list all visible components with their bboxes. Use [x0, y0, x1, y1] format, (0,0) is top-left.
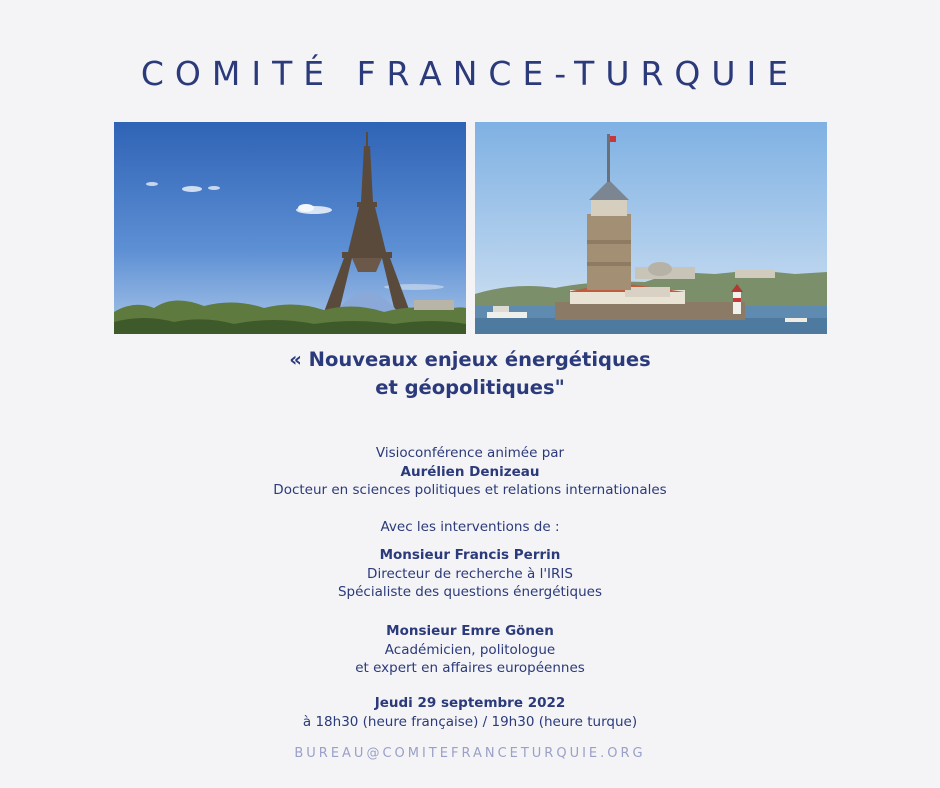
speaker-role: Directeur de recherche à l'IRIS: [367, 565, 573, 582]
event-time: à 18h30 (heure française) / 19h30 (heure turque): [302, 713, 638, 730]
speaker-block: [0, 622, 940, 678]
event-title-line2: et géopolitiques": [375, 376, 565, 399]
speaker-name: Monsieur Francis Perrin: [379, 547, 561, 563]
event-date: Jeudi 29 septembre 2022: [374, 695, 566, 711]
speakers-intro-text: Avec les interventions de :: [380, 519, 560, 535]
page-title: COMITÉ FRANCE-TURQUIE: [140, 54, 800, 93]
speaker-role: Spécialiste des questions énergétiques: [337, 584, 603, 600]
speakers-intro: [0, 518, 940, 537]
event-datetime: [0, 694, 940, 731]
event-title: [0, 346, 940, 402]
host-name: Aurélien Denizeau: [400, 463, 540, 480]
speaker-name: Monsieur Emre Gönen: [386, 623, 554, 639]
maidens-tower-istanbul-photo: [475, 122, 827, 334]
speaker-role: et expert en affaires européennes: [355, 660, 585, 676]
speaker-block: [0, 546, 940, 602]
event-title-line1: « Nouveaux enjeux énergétiques: [289, 348, 651, 371]
host-block: [0, 444, 940, 500]
host-intro: Visioconférence animée par: [375, 445, 565, 461]
eiffel-tower-photo: [114, 122, 466, 334]
contact-email[interactable]: BUREAU@COMITEFRANCETURQUIE.ORG: [294, 746, 646, 761]
speaker-role: Académicien, politologue: [384, 641, 556, 658]
host-title: Docteur en sciences politiques et relations internationales: [273, 482, 667, 498]
